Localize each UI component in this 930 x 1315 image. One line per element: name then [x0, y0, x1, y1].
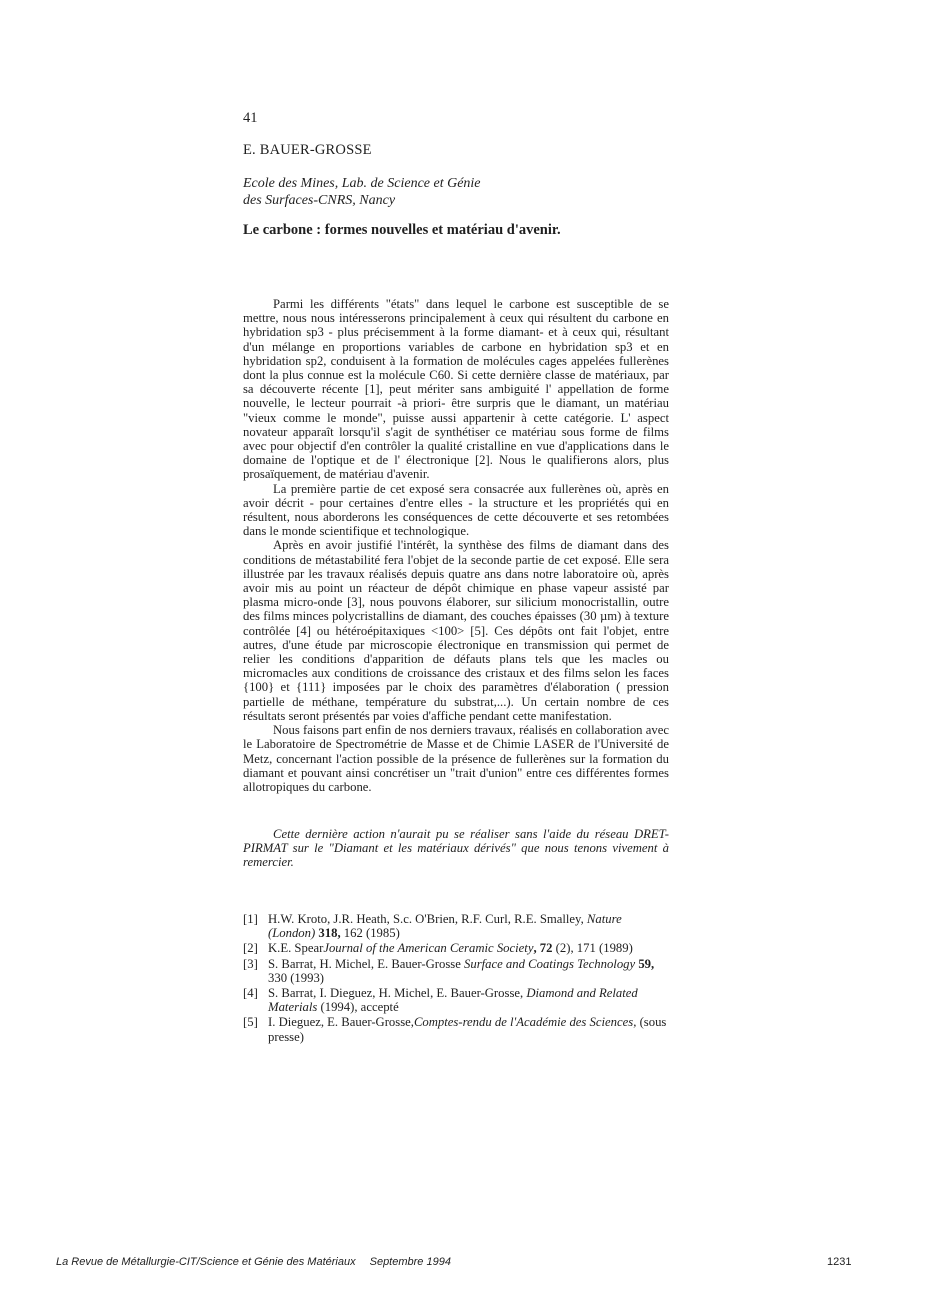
reference-text — [268, 941, 669, 955]
footer-journal: La Revue de Métallurgie-CIT/Science et Génie des Matériaux — [56, 1256, 356, 1268]
affiliation-line-1: Ecole des Mines, Lab. de Science et Génie — [243, 176, 481, 191]
reference-item — [243, 986, 669, 1014]
acknowledgement: Cette dernière action n'aurait pu se réaliser sans l'aide du réseau DRET-PIRMAT sur le "Diamant et les matériaux dérivés" que nous tenons vivement à remercier. — [243, 827, 669, 870]
reference-authors: S. Barrat, I. Dieguez, H. Michel, E. Bauer-Grosse, — [268, 986, 527, 1001]
reference-source: Comptes-rendu de l'Académie des Sciences, — [413, 1015, 637, 1030]
footer-date: Septembre 1994 — [369, 1256, 451, 1268]
reference-number: [3] — [243, 956, 258, 971]
footer-journal-line — [56, 1256, 451, 1268]
reference-number: [4] — [243, 986, 258, 1001]
affiliation-line-2: des Surfaces-CNRS, Nancy — [243, 193, 396, 208]
paragraph-2: La première partie de cet exposé sera consacrée aux fullerènes où, après en avoir décrit - pour certaines d'entre elles - la structure et les propriétés qui en résultent, nous aborderons les conséquences de cette découverte et ses retombées dans le monde scientifique et technologique. — [243, 481, 669, 539]
page-number: 1231 — [827, 1256, 852, 1268]
reference-list — [243, 912, 669, 1045]
abstract-number: 41 — [243, 110, 258, 126]
reference-authors: I. Dieguez, E. Bauer-Grosse, — [268, 1015, 414, 1030]
reference-item — [243, 1015, 669, 1043]
reference-text — [268, 957, 669, 985]
paragraph-1: Parmi les différents "états" dans lequel le carbone est susceptible de se mettre, nous nous intéresserons principalement à ceux qui résultent du carbone en hybridation sp3 - plus précisemment à la forme diamant- et à ceux qui, résultant d'un mélange en proportions variables de carbone en hybridation sp3 et en hybridation sp2, conduisent à la formation de molécules cages appelées fullerènes dont la plus connue est la molécule C60. Si cette dernière classe de matériaux, par sa découverte récente [1], peut mériter sans ambiguité l' appellation de forme nouvelle, le lecteur pourrait -à priori- être surpris que le diamant, un matériau "vieux comme le monde", puisse aussi appartenir à cette catégorie. L' aspect novateur apparaît lorsqu'il s'agit de synthétiser ce matériau sous forme de films avec pour objectif d'en contrôler la qualité cristalline en vue d'applications dans le domaine de l'optique et de l' électronique [2]. Nous le qualifierons alors, plus prosaïquement, de matériau d'avenir. — [243, 297, 669, 482]
reference-number: [5] — [243, 1015, 258, 1030]
reference-text — [268, 1015, 669, 1043]
reference-text — [268, 912, 669, 940]
reference-authors: S. Barrat, H. Michel, E. Bauer-Grosse — [268, 956, 464, 971]
reference-item — [243, 912, 669, 940]
reference-source: Surface and Coatings Technology — [464, 956, 636, 971]
reference-number: [1] — [243, 912, 258, 926]
reference-rest: (2), 171 (1989) — [552, 941, 633, 956]
paragraph-4: Nous faisons part enfin de nos derniers travaux, réalisés en collaboration avec le Laboratoire de Spectrométrie de Masse et de Chimie LASER de l'Université de Metz, concernant l'action possible de la présence de fullerènes sur la formation du diamant et pouvant ainsi concrétiser un "trait d'union" entre ces différentes formes allotropiques du carbone. — [243, 723, 669, 794]
author-name: E. BAUER-GROSSE — [243, 142, 372, 158]
reference-item — [243, 957, 669, 985]
reference-item — [243, 941, 669, 955]
reference-authors: K.E. Spear — [268, 941, 324, 956]
reference-volume: 318, — [315, 926, 341, 941]
reference-rest: (sous presse) — [268, 1015, 667, 1044]
paper-title: Le carbone : formes nouvelles et matériau d'avenir. — [243, 222, 561, 238]
reference-number: [2] — [243, 941, 258, 956]
reference-rest: 162 (1985) — [340, 926, 400, 941]
reference-authors: H.W. Kroto, J.R. Heath, S.c. O'Brien, R.F. Curl, R.E. Smalley, — [268, 912, 587, 926]
reference-text — [268, 986, 669, 1014]
affiliation — [243, 175, 481, 209]
reference-rest: 330 (1993) — [268, 970, 325, 985]
reference-rest: (1994), accepté — [317, 1000, 399, 1015]
reference-source: Diamond and Related Materials — [268, 986, 638, 1015]
paragraph-3: Après en avoir justifié l'intérêt, la synthèse des films de diamant dans des conditions de métastabilité fera l'objet de la seconde partie de cet exposé. Elle sera illustrée par les travaux réalisés depuis quatre ans dans notre laboratoire où, après avoir mis au point un réacteur de dépôt chimique en phase vapeur assisté par plasma micro-onde [3], nous pouvons élaborer, sur silicium monocristallin, outre des films minces polycristallins de diamant, des couches épaisses (30 µm) à texture contrôlée [4] ou hétéroépitaxiques <100> [5]. Ces dépôts ont fait l'objet, entre autres, d'une étude par microscopie électronique en transmission qui permet de relier les conditions d'apparition de défauts plans tels que les macles ou micromacles aux conditions de croissance des cristaux et des films selon les faces {100} et {111} imposées par le choix des paramètres d'élaboration ( pression partielle de méthane, température du substrat,...). Un certain nombre de ces résultats seront présentés par voies d'affiche pendant cette manifestation. — [243, 538, 669, 723]
reference-source: Journal of the American Ceramic Society — [323, 941, 534, 956]
reference-volume: , 72 — [533, 941, 553, 956]
reference-volume: 59, — [635, 956, 655, 971]
abstract-body — [243, 297, 669, 794]
reference-source: Nature (London) — [268, 912, 622, 941]
